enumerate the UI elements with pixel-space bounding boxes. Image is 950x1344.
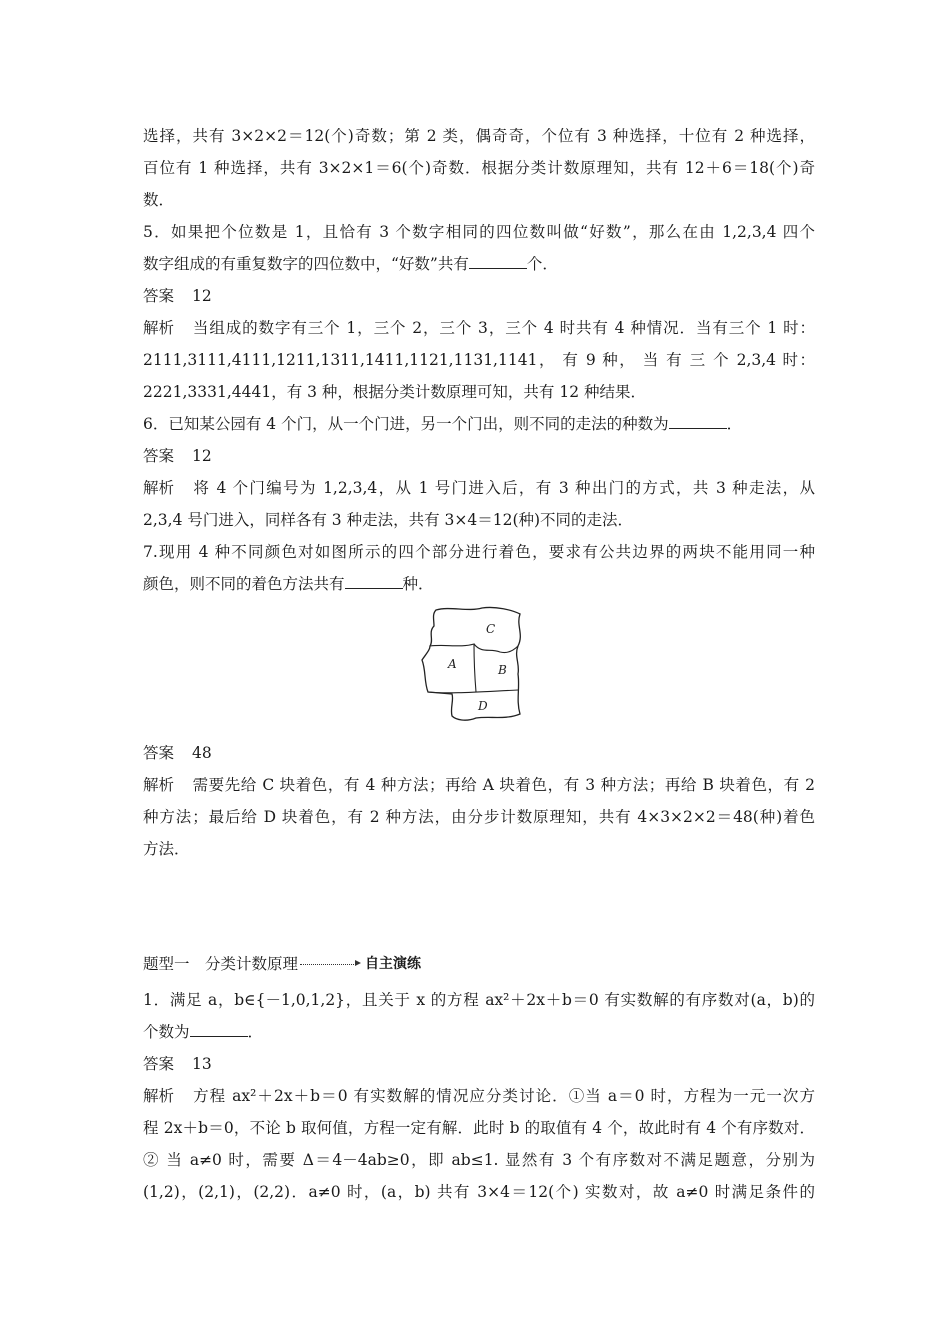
analysis-text: 当组成的数字有三个 1，三个 2，三个 3，三个 4 时共有 4 种情况．当有三个 1 时： — [192, 319, 815, 337]
analysis-line — [143, 775, 815, 795]
section-title: 题型一 分类计数原理 — [143, 955, 299, 973]
analysis-line — [143, 318, 815, 338]
analysis-line: 方法． — [143, 840, 190, 858]
task-1-line: 1．满足 a，b∈{－1,0,1,2}，且关于 x 的方程 ax²＋2x＋b＝0 有实数解的有序数对(a，b)的 — [143, 991, 815, 1009]
question-6-line — [143, 414, 815, 434]
analysis-line: 种方法；最后给 D 块着色，有 2 种方法，由分步计数原理知，共有 4×3×2×2＝48(种)着色 — [143, 808, 815, 826]
task-1-line — [143, 1022, 815, 1042]
text-line: 数． — [143, 191, 175, 209]
analysis-line: ② 当 a≠0 时，需要 Δ＝4－4ab≥0，即 ab≤1. 显然有 3 个有序数对不满足题意，分别为 — [143, 1151, 815, 1169]
question-5-text: 数字组成的有重复数字的四位数中，“好数”共有 — [143, 255, 469, 273]
question-5-text: 个． — [526, 255, 558, 273]
analysis-line — [143, 478, 815, 498]
analysis-label: 解析 — [143, 479, 175, 497]
region-label-a: A — [448, 657, 457, 671]
practice-label: 自主演练 — [365, 956, 422, 972]
question-7-text: 颜色，则不同的着色方法共有 — [143, 575, 345, 593]
task-1-text: ． — [247, 1023, 264, 1041]
answer-blank — [669, 414, 727, 429]
region-border — [428, 690, 518, 693]
analysis-line: 2221,3331,4441，有 3 种，根据分类计数原理可知，共有 12 种结果． — [143, 383, 646, 401]
analysis-label: 解析 — [143, 776, 175, 794]
question-6-text: 6．已知某公园有 4 个门，从一个门进，另一个门出，则不同的走法的种数为 — [143, 415, 669, 433]
analysis-label: 解析 — [143, 1087, 175, 1105]
answer-blank — [190, 1022, 248, 1037]
answer-label: 答案 — [143, 744, 175, 762]
task-1-text: 个数为 — [143, 1023, 190, 1041]
analysis-line: 2111,3111,4111,1211,1311,1411,1121,1131,1141， 有 9 种， 当 有 三 个 2,3,4 时： — [143, 351, 815, 369]
region-label-c: C — [486, 622, 496, 636]
coloring-regions-figure — [420, 604, 528, 726]
answer-value: 48 — [192, 744, 212, 762]
section-heading — [143, 952, 421, 974]
analysis-line: 2,3,4 号门进入，同样各有 3 种走法，共有 3×4＝12(种)不同的走法． — [143, 511, 634, 529]
analysis-line: (1,2)，(2,1)，(2,2)．a≠0 时，(a，b) 共有 3×4＝12(个) 实数对，故 a≠0 时满足条件的 — [143, 1183, 815, 1201]
answer-label: 答案 — [143, 1055, 175, 1073]
region-label-d: D — [478, 699, 488, 713]
answer-label: 答案 — [143, 287, 175, 305]
answer-blank — [469, 254, 527, 269]
text-line: 百位有 1 种选择，共有 3×2×1＝6(个)奇数．根据分类计数原理知，共有 12＋6＝18(个)奇 — [143, 159, 815, 177]
region-border — [474, 644, 518, 653]
analysis-line — [143, 1086, 815, 1106]
analysis-text: 需要先给 C 块着色，有 4 种方法；再给 A 块着色，有 3 种方法；再给 B 块着色，有 2 — [192, 776, 815, 794]
arrow-line-icon — [300, 964, 354, 965]
region-label-b: B — [498, 663, 507, 677]
answer-line — [143, 1054, 815, 1074]
analysis-text: 方程 ax²＋2x＋b＝0 有实数解的情况应分类讨论．①当 a＝0 时，方程为一元一次方 — [192, 1087, 815, 1105]
answer-line — [143, 286, 815, 306]
question-5-line: 5．如果把个位数是 1，且恰有 3 个数字相同的四位数叫做“好数”，那么在由 1,2,3,4 四个 — [143, 223, 815, 241]
question-7-line — [143, 574, 815, 594]
question-6-text: ． — [726, 415, 743, 433]
answer-value: 12 — [192, 287, 212, 305]
question-7-line: 7.现用 4 种不同颜色对如图所示的四个部分进行着色，要求有公共边界的两块不能用同一种 — [143, 543, 815, 561]
arrow-head-icon — [355, 960, 361, 966]
question-7-text: 种． — [402, 575, 434, 593]
analysis-text: 将 4 个门编号为 1,2,3,4，从 1 号门进入后，有 3 种出门的方式，共 3 种走法，从 — [192, 479, 815, 497]
question-5-line — [143, 254, 815, 274]
answer-blank — [345, 574, 403, 589]
answer-value: 12 — [192, 447, 212, 465]
answer-value: 13 — [192, 1055, 212, 1073]
answer-line — [143, 446, 815, 466]
answer-line — [143, 743, 815, 763]
text-line: 选择，共有 3×2×2＝12(个)奇数；第 2 类，偶奇奇，个位有 3 种选择，十位有 2 种选择， — [143, 127, 815, 145]
analysis-line: 程 2x＋b＝0，不论 b 取何值，方程一定有解．此时 b 的取值有 4 个，故此时有 4 个有序数对． — [143, 1119, 815, 1137]
answer-label: 答案 — [143, 447, 175, 465]
analysis-label: 解析 — [143, 319, 175, 337]
